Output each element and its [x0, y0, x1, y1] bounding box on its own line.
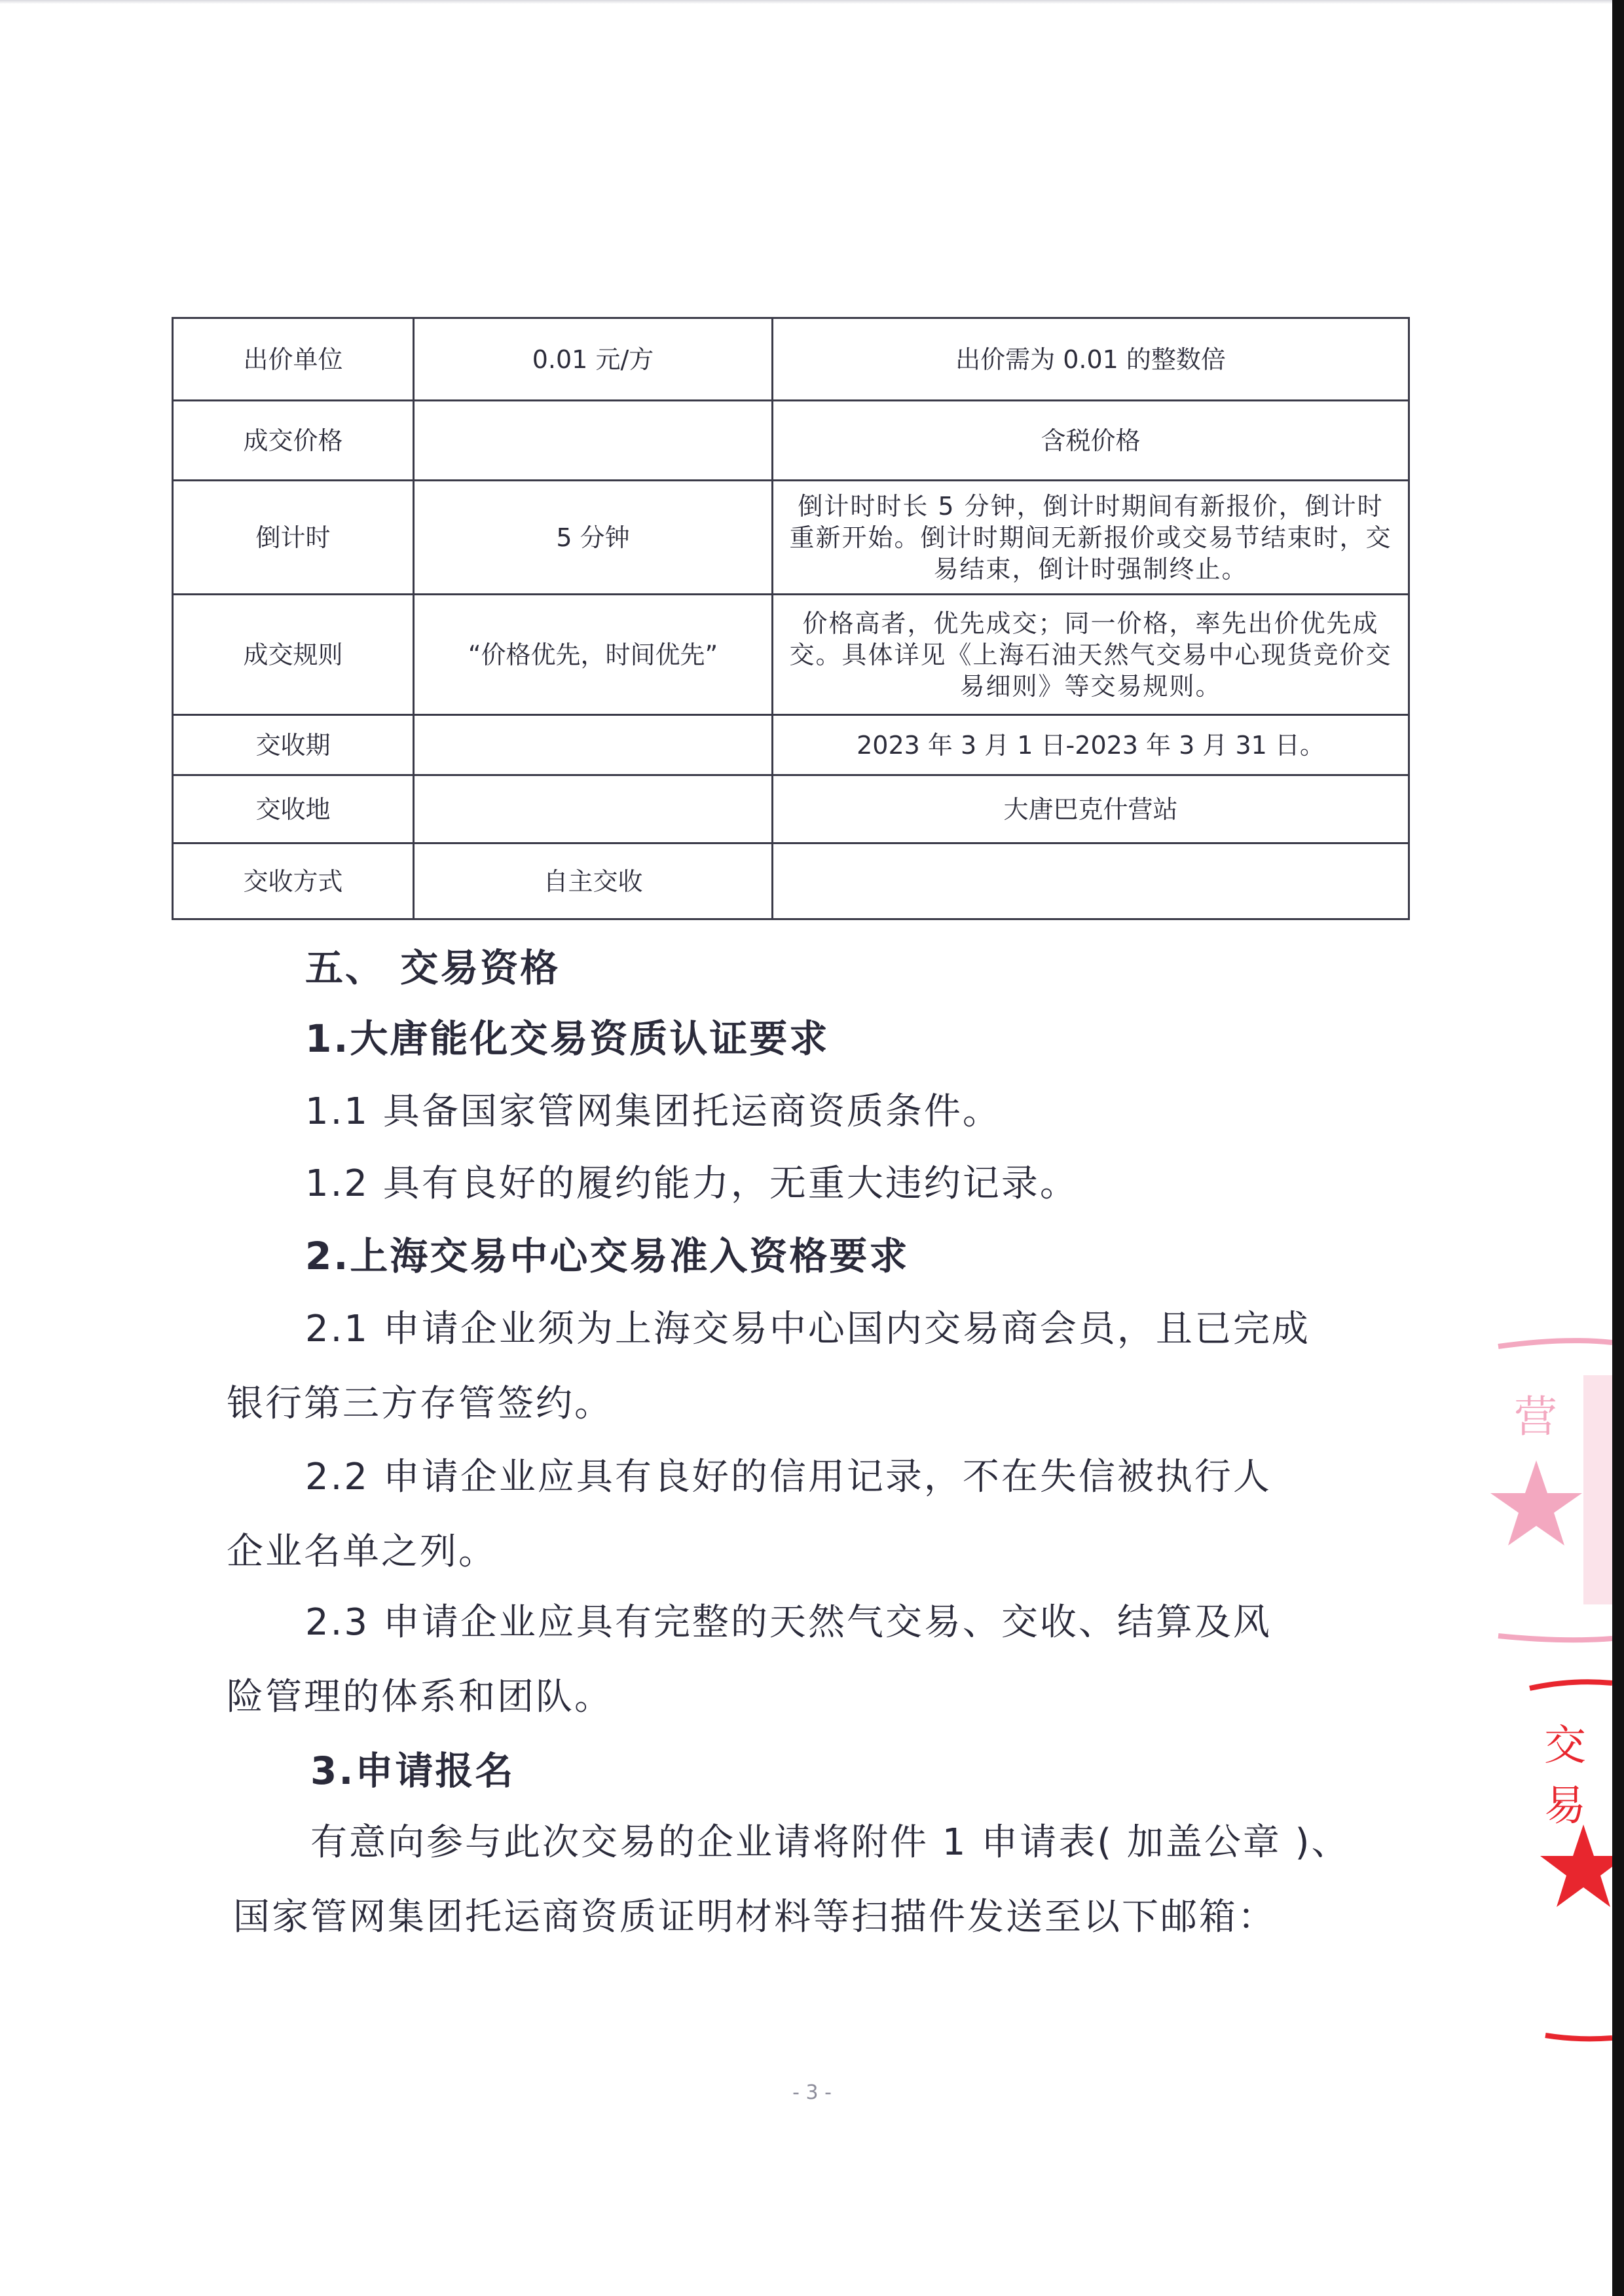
seal-text: 营 — [1514, 1392, 1557, 1442]
cell-note: 价格高者，优先成交；同一价格，率先出价优先成交。具体详见《上海石油天然气交易中心现货竞价交易细则》等交易规则。 — [773, 595, 1409, 715]
paragraph-2-3-line-1: 2.3 申请企业应具有完整的天然气交易、交收、结算及风 — [305, 1601, 1272, 1644]
table-row-delivery-method — [173, 843, 1409, 919]
cell-value: “价格优先，时间优先” — [414, 595, 773, 715]
heading-registration: 3.申请报名 — [310, 1749, 515, 1793]
cell-label: 交收方式 — [173, 843, 414, 919]
seal-text: 交易 — [1544, 1722, 1586, 1830]
cell-label: 交收期 — [173, 715, 414, 775]
table-row-delivery-place — [173, 775, 1409, 843]
spec-table — [172, 317, 1410, 920]
cell-label: 成交价格 — [173, 401, 414, 481]
paragraph-2-1-line-1: 2.1 申请企业须为上海交易中心国内交易商会员，且已完成 — [305, 1308, 1310, 1350]
cell-note: 大唐巴克什营站 — [773, 775, 1409, 843]
star-icon — [1490, 1460, 1582, 1546]
cell-note — [773, 843, 1409, 919]
table-row-bid-unit — [173, 318, 1409, 401]
cell-note: 倒计时时长 5 分钟，倒计时期间有新报价，倒计时重新开始。倒计时期间无新报价或交易节结束时，交易结束，倒计时强制终止。 — [773, 481, 1409, 595]
heading-qualification: 1.大唐能化交易资质认证要求 — [305, 1016, 830, 1061]
paragraph-2-3-line-2: 险管理的体系和团队。 — [227, 1676, 613, 1718]
cell-value: 0.01 元/方 — [414, 318, 773, 401]
cell-label: 倒计时 — [173, 481, 414, 595]
table-row-deal-price — [173, 401, 1409, 481]
official-seal-stamp-2 — [1526, 1676, 1612, 2043]
cell-note: 出价需为 0.01 的整数倍 — [773, 318, 1409, 401]
paragraph-3-line-1: 有意向参与此次交易的企业请将附件 1 申请表( 加盖公章 )、 — [310, 1821, 1350, 1864]
official-seal-stamp — [1485, 1336, 1612, 1644]
page-number: - 3 - — [792, 2081, 832, 2104]
cell-value: 5 分钟 — [414, 481, 773, 595]
cell-note: 含税价格 — [773, 401, 1409, 481]
cell-value — [414, 715, 773, 775]
paragraph-1-1: 1.1 具备国家管网集团托运商资质条件。 — [305, 1090, 1001, 1133]
table-row-deal-rule — [173, 595, 1409, 715]
cell-label: 成交规则 — [173, 595, 414, 715]
scan-right-edge — [1612, 0, 1624, 2296]
section-title: 五、 交易资格 — [305, 946, 561, 990]
paragraph-3-line-2: 国家管网集团托运商资质证明材料等扫描件发送至以下邮箱： — [233, 1896, 1276, 1938]
table-row-delivery-period — [173, 715, 1409, 775]
table-row-countdown — [173, 481, 1409, 595]
paragraph-2-2-line-2: 企业名单之列。 — [227, 1530, 497, 1573]
paragraph-2-1-line-2: 银行第三方存管签约。 — [227, 1382, 613, 1425]
cell-label: 出价单位 — [173, 318, 414, 401]
paragraph-1-2: 1.2 具有良好的履约能力，无重大违约记录。 — [305, 1162, 1079, 1205]
cell-label: 交收地 — [173, 775, 414, 843]
heading-admission: 2.上海交易中心交易准入资格要求 — [305, 1234, 910, 1278]
cell-value: 自主交收 — [414, 843, 773, 919]
cell-value — [414, 775, 773, 843]
cell-note: 2023 年 3 月 1 日-2023 年 3 月 31 日。 — [773, 715, 1409, 775]
star-icon — [1540, 1824, 1612, 1907]
scan-top-edge — [0, 0, 1624, 4]
cell-value — [414, 401, 773, 481]
paragraph-2-2-line-1: 2.2 申请企业应具有良好的信用记录，不在失信被执行人 — [305, 1456, 1272, 1498]
